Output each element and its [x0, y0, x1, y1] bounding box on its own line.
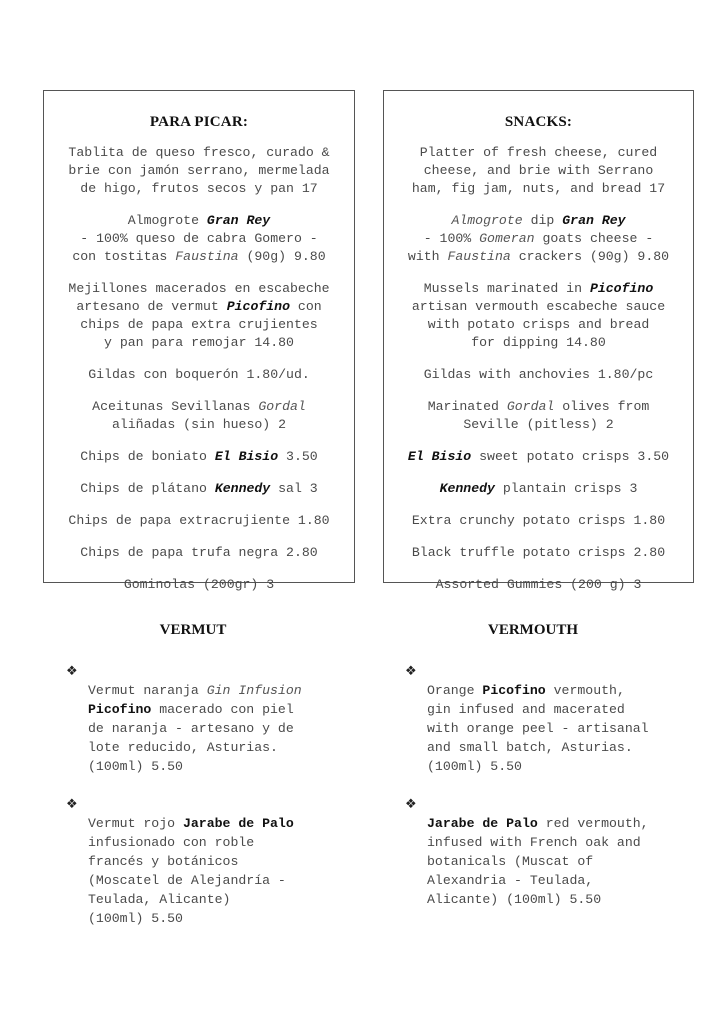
menu-item: Black truffle potato crisps 2.80 — [411, 545, 666, 560]
menu-item: Mejillones macerados en escabeche artesano de vermut Picofino con chips de papa extra crujientes y pan para remojar 14.80 — [68, 281, 330, 350]
vermouth-title: VERMOUTH — [488, 622, 578, 638]
vermut-title: VERMUT — [159, 622, 227, 638]
list-item: ❖ Vermut rojo Jarabe de Palo infusionado con roble francés y botánicos (Moscatel de Alejandría - Teulada, Alicante) (100ml) 5.50 — [66, 797, 294, 926]
menu-item: Gildas con boquerón 1.80/ud. — [88, 367, 310, 382]
vermut-list — [66, 662, 356, 947]
snacks-spanish-title: PARA PICAR: — [149, 114, 249, 130]
diamond-bullet-icon: ❖ — [66, 664, 78, 679]
menu-item: El Bisio sweet potato crisps 3.50 — [407, 449, 670, 464]
menu-item: Aceitunas Sevillanas Gordal aliñadas (sin hueso) 2 — [92, 399, 306, 432]
menu-item: Chips de papa trufa negra 2.80 — [80, 545, 318, 560]
menu-item: Kennedy plantain crisps 3 — [439, 481, 638, 496]
menu-item: Chips de plátano Kennedy sal 3 — [80, 481, 318, 496]
diamond-bullet-icon: ❖ — [405, 797, 417, 812]
snacks-spanish-box — [43, 90, 355, 592]
menu-item: Chips de boniato El Bisio 3.50 — [80, 449, 318, 464]
menu-item: Assorted Gummies (200 g) 3 — [435, 577, 642, 592]
snacks-english-title: SNACKS: — [504, 114, 573, 130]
vermouth-list — [405, 662, 695, 928]
diamond-bullet-icon: ❖ — [405, 664, 417, 679]
diamond-bullet-icon: ❖ — [66, 797, 78, 812]
list-item: ❖ Vermut naranja Gin Infusion Picofino macerado con piel de naranja - artesano y de lote reducido, Asturias. (100ml) 5.50 — [66, 664, 302, 774]
menu-item: Almogrote dip Gran Rey - 100% Gomeran goats cheese - with Faustina crackers (90g) 9.80 — [407, 213, 670, 264]
menu-item: Almogrote Gran Rey - 100% queso de cabra Gomero - con tostitas Faustina (90g) 9.80 — [72, 213, 326, 264]
menu-item: Platter of fresh cheese, cured cheese, and brie with Serrano ham, fig jam, nuts, and bread 17 — [411, 145, 666, 196]
menu-item: Gominolas (200gr) 3 — [123, 577, 275, 592]
menu-item: Chips de papa extracrujiente 1.80 — [68, 513, 330, 528]
menu-item: Tablita de queso fresco, curado & brie con jamón serrano, mermelada de higo, frutos secos y pan 17 — [68, 145, 330, 196]
list-item: ❖ Orange Picofino vermouth, gin infused and macerated with orange peel - artisanal and small batch, Asturias. (100ml) 5.50 — [405, 664, 649, 774]
menu-item: Mussels marinated in Picofino artisan vermouth escabeche sauce with potato crisps and bread for dipping 14.80 — [411, 281, 666, 350]
snacks-english-box — [383, 90, 694, 592]
list-item: ❖ Jarabe de Palo red vermouth, infused with French oak and botanicals (Muscat of Alexandria - Teulada, Alicante) (100ml) 5.50 — [405, 797, 649, 907]
menu-item: Marinated Gordal olives from Seville (pitless) 2 — [427, 399, 650, 432]
menu-item: Gildas with anchovies 1.80/pc — [423, 367, 654, 382]
menu-item: Extra crunchy potato crisps 1.80 — [411, 513, 666, 528]
